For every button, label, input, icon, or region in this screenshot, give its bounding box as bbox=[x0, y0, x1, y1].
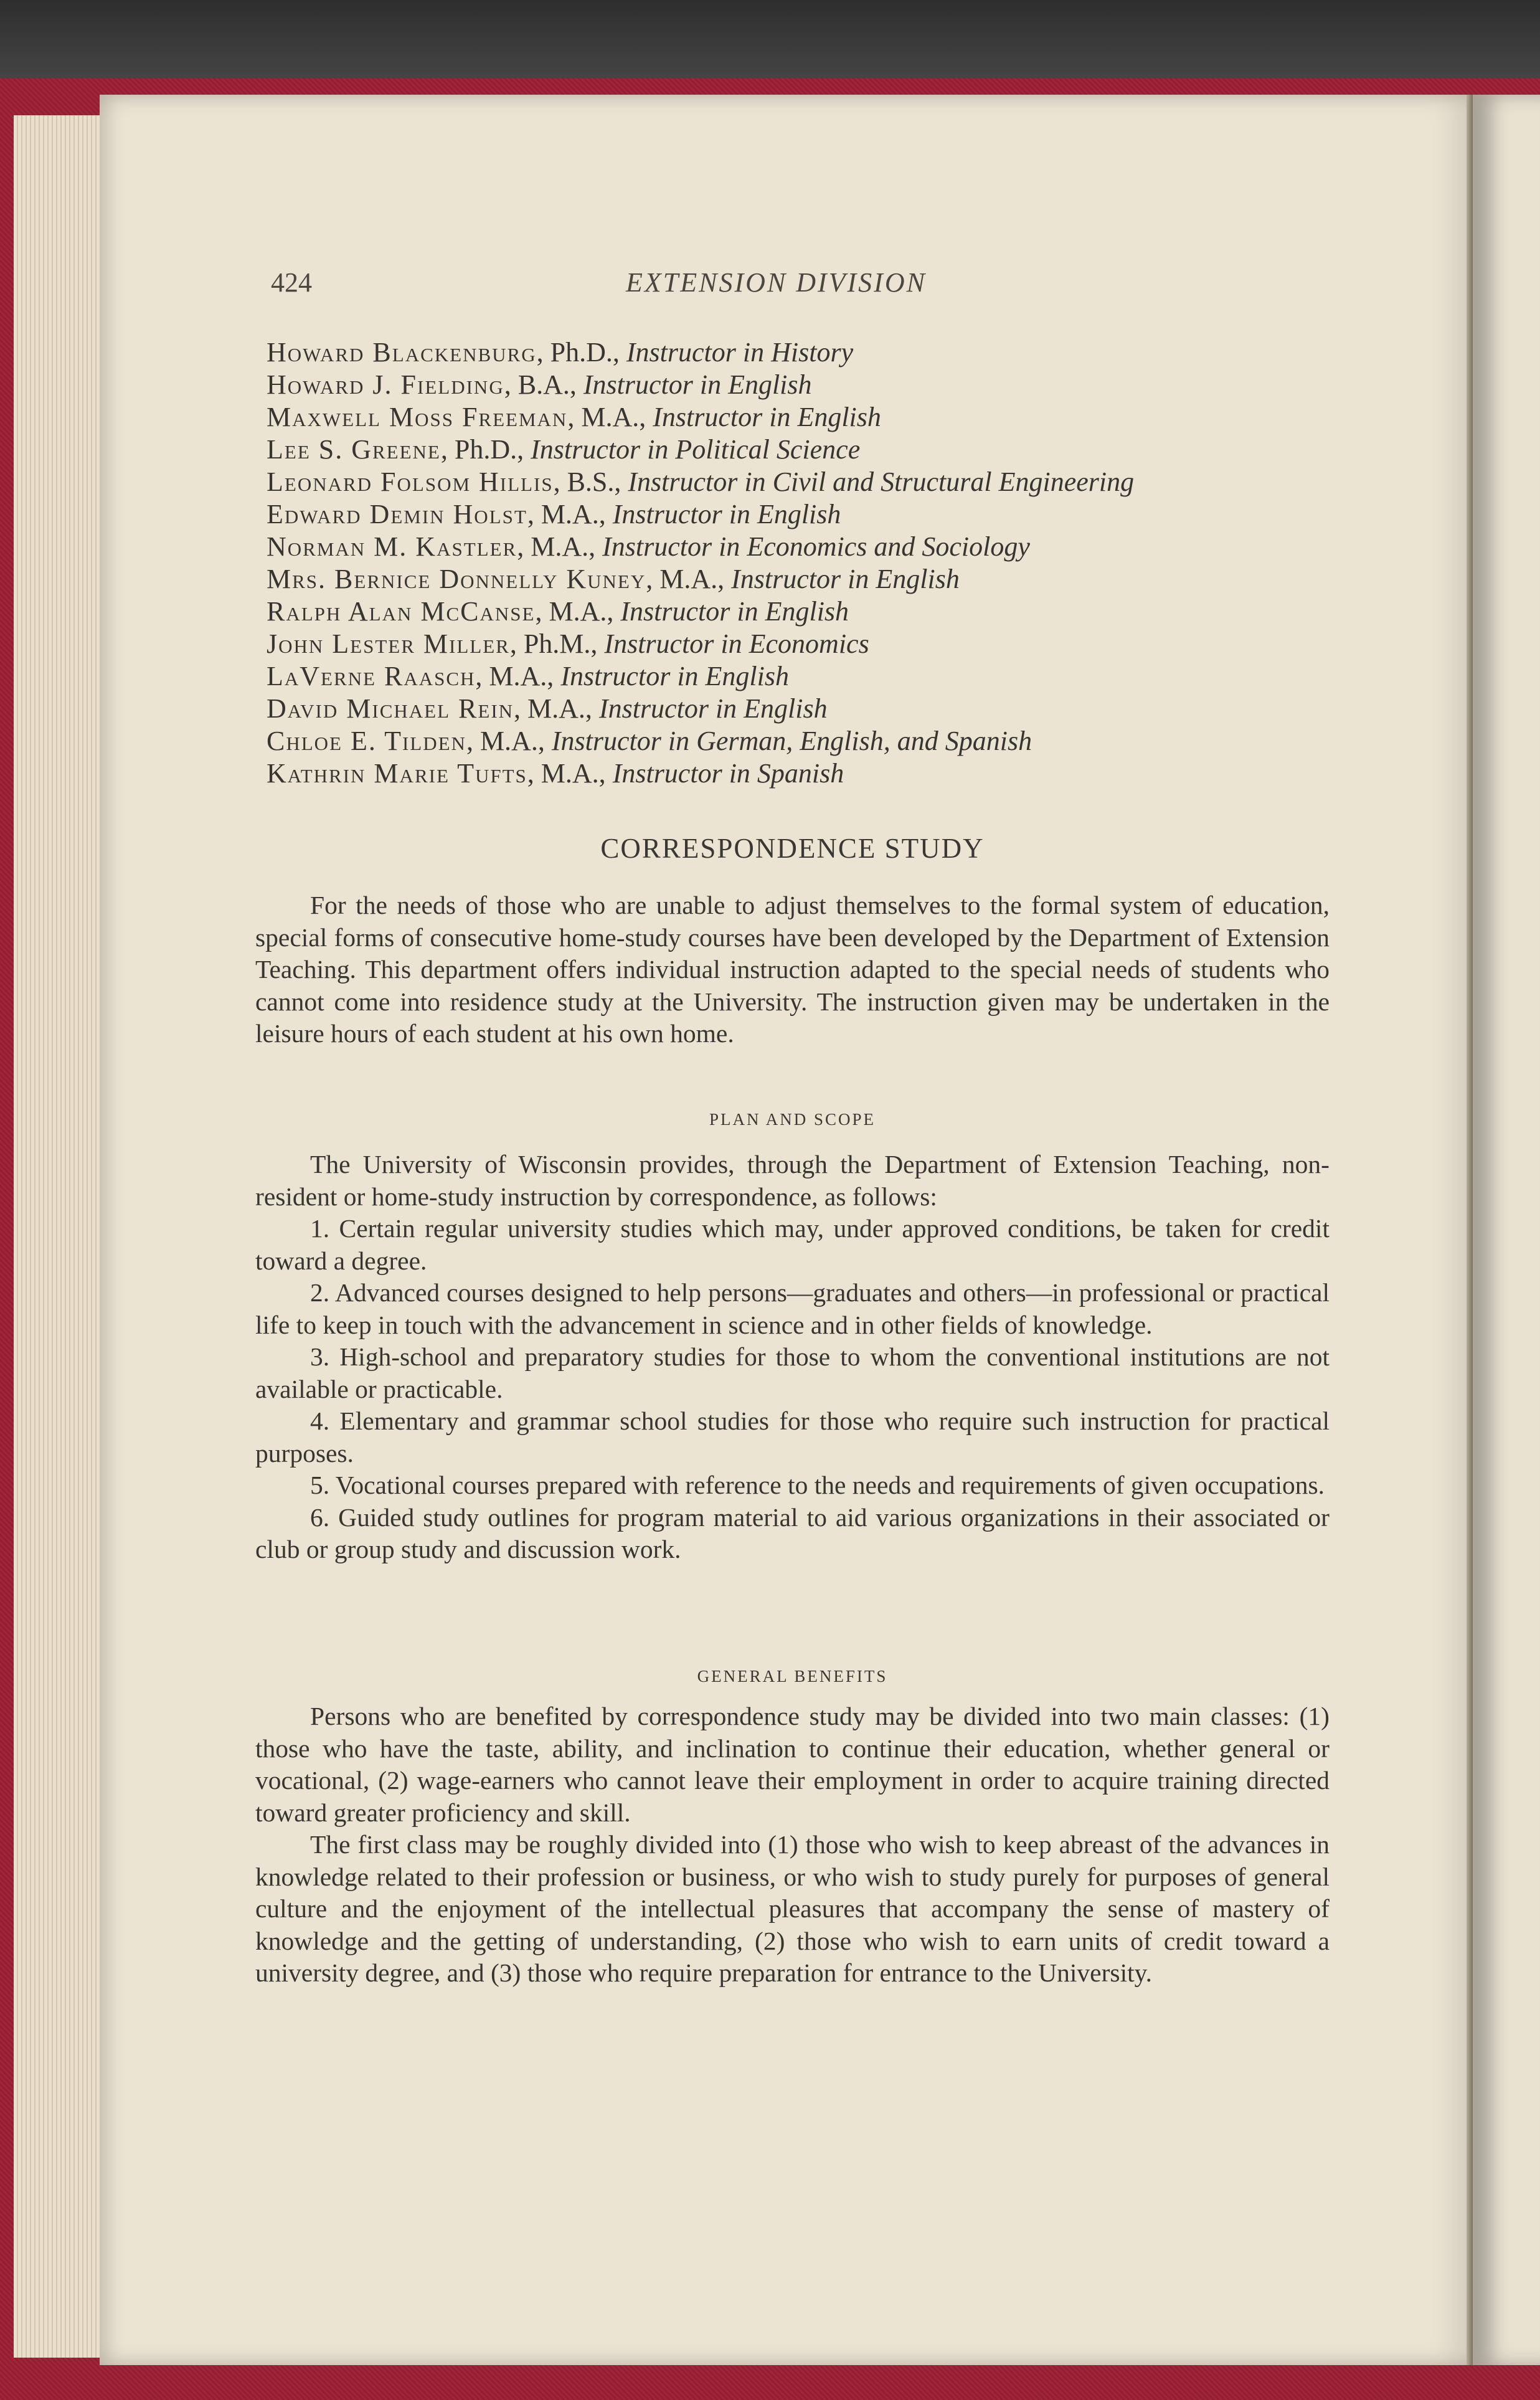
subheading-plan-and-scope: PLAN AND SCOPE bbox=[709, 1110, 876, 1129]
faculty-degree: , M.A., bbox=[466, 726, 552, 756]
list-item: 1. Certain regular university studies which may, under approved conditions, be taken for credit toward a degree. bbox=[255, 1214, 1330, 1275]
faculty-entry bbox=[267, 498, 1350, 531]
general-benefits-section bbox=[255, 1700, 1330, 1990]
faculty-title: Instructor in Economics and Sociology bbox=[602, 531, 1030, 562]
list-item: 2. Advanced courses designed to help persons—graduates and others—in professional or practical life to keep in touch with the advancement in science and in other fields of knowledge. bbox=[255, 1278, 1330, 1339]
faculty-title: Instructor in English bbox=[598, 693, 828, 724]
faculty-title: Instructor in Economics bbox=[604, 628, 869, 659]
faculty-name: LaVerne Raasch bbox=[267, 661, 476, 691]
subheading-general-benefits: GENERAL BENEFITS bbox=[697, 1667, 888, 1686]
faculty-title: Instructor in Spanish bbox=[612, 758, 844, 789]
faculty-title: Instructor in History bbox=[626, 337, 854, 368]
faculty-degree: , M.A., bbox=[514, 693, 599, 724]
plan-and-scope-section bbox=[255, 1149, 1330, 1566]
faculty-title: Instructor in English bbox=[583, 369, 812, 400]
section-heading-correspondence: CORRESPONDENCE STUDY bbox=[600, 833, 985, 864]
scan-backdrop bbox=[0, 0, 1540, 87]
faculty-title: Instructor in Political Science bbox=[531, 434, 861, 465]
faculty-title: Instructor in German, English, and Spanish bbox=[551, 726, 1032, 756]
faculty-entry bbox=[267, 725, 1350, 757]
paragraph: The University of Wisconsin provides, through the Department of Extension Teaching, non-resident or home-study instruction by correspondence, as follows: bbox=[255, 1150, 1330, 1211]
faculty-entry bbox=[267, 369, 1350, 401]
faculty-entry bbox=[267, 336, 1350, 369]
list-item: 5. Vocational courses prepared with reference to the needs and requirements of given occupations. bbox=[310, 1471, 1325, 1499]
page-number: 424 bbox=[271, 267, 312, 298]
paragraph: Persons who are benefited by correspondence study may be divided into two main classes: (1) those who have the taste, ability, and inclination to continue their education, whether general or vocational, (2) wage-earners who cannot leave their employment in order to acquire training directed toward greater proficiency and skill. bbox=[255, 1702, 1330, 1827]
page-edges bbox=[14, 115, 107, 2358]
faculty-entry bbox=[267, 466, 1350, 498]
faculty-entry bbox=[267, 757, 1350, 790]
paragraph: For the needs of those who are unable to adjust themselves to the formal system of education, special forms of consecutive home-study courses have been developed by the Department of Extension Teaching. This department offers individual instruction adapted to the special needs of students who cannot come into residence study at the University. The instruction given may be undertaken in the leisure hours of each student at his own home. bbox=[255, 891, 1330, 1048]
faculty-degree: , Ph.D., bbox=[536, 337, 626, 368]
faculty-degree: , B.S., bbox=[553, 467, 628, 497]
faculty-name: Mrs. Bernice Donnelly Kuney bbox=[267, 564, 646, 594]
faculty-degree: , M.A., bbox=[646, 564, 732, 594]
faculty-degree: , M.A., bbox=[527, 758, 613, 789]
faculty-title: Instructor in English bbox=[731, 564, 960, 594]
faculty-title: Instructor in English bbox=[560, 661, 789, 691]
faculty-degree: , M.A., bbox=[567, 402, 653, 432]
faculty-title: Instructor in English bbox=[620, 596, 849, 627]
faculty-name: Kathrin Marie Tufts bbox=[267, 758, 527, 789]
faculty-degree: , Ph.D., bbox=[440, 434, 531, 465]
faculty-name: Maxwell Moss Freeman bbox=[267, 402, 568, 432]
faculty-title: Instructor in Civil and Structural Engineering bbox=[628, 467, 1135, 497]
faculty-degree: , Ph.M., bbox=[509, 628, 605, 659]
correspondence-intro bbox=[255, 889, 1330, 1050]
faculty-name: Leonard Folsom Hillis bbox=[267, 467, 554, 497]
faculty-degree: , M.A., bbox=[517, 531, 603, 562]
faculty-entry bbox=[267, 531, 1350, 563]
faculty-entry bbox=[267, 434, 1350, 466]
faculty-name: Ralph Alan McCanse bbox=[267, 596, 536, 627]
list-item: 6. Guided study outlines for program material to aid various organizations in their associated or club or group study and discussion work. bbox=[255, 1502, 1330, 1563]
faculty-entry bbox=[267, 693, 1350, 725]
faculty-title: Instructor in English bbox=[612, 499, 841, 529]
paragraph: The first class may be roughly divided into (1) those who wish to keep abreast of the advances in knowledge related to their profession or business, or who wish to study purely for purposes of general culture and the enjoyment of the intellectual pleasures that accompany the sense of mastery of knowledge and the getting of understanding, (2) those who wish to earn units of credit toward a university degree, and (3) those who require preparation for entrance to the University. bbox=[255, 1830, 1330, 1987]
facing-page-edge bbox=[1473, 95, 1540, 2365]
running-head: EXTENSION DIVISION bbox=[626, 267, 927, 298]
list-item: 4. Elementary and grammar school studies for those who require such instruction for practical purposes. bbox=[255, 1406, 1330, 1468]
faculty-degree: , M.A., bbox=[475, 661, 561, 691]
faculty-list bbox=[267, 336, 1350, 790]
faculty-degree: , M.A., bbox=[535, 596, 621, 627]
faculty-name: Edward Demin Holst bbox=[267, 499, 527, 529]
page-header bbox=[271, 267, 1330, 304]
faculty-entry bbox=[267, 595, 1350, 628]
faculty-name: David Michael Rein bbox=[267, 693, 514, 724]
faculty-entry bbox=[267, 628, 1350, 660]
faculty-entry bbox=[267, 401, 1350, 434]
faculty-name: Lee S. Greene bbox=[267, 434, 441, 465]
faculty-title: Instructor in English bbox=[653, 402, 881, 432]
faculty-entry bbox=[267, 563, 1350, 595]
faculty-entry bbox=[267, 660, 1350, 693]
faculty-name: John Lester Miller bbox=[267, 628, 510, 659]
faculty-degree: , B.A., bbox=[504, 369, 583, 400]
faculty-name: Chloe E. Tilden bbox=[267, 726, 466, 756]
faculty-degree: , M.A., bbox=[527, 499, 613, 529]
faculty-name: Norman M. Kastler bbox=[267, 531, 517, 562]
list-item: 3. High-school and preparatory studies for those to whom the conventional institutions are not available or practicable. bbox=[255, 1342, 1330, 1403]
faculty-name: Howard Blackenburg bbox=[267, 337, 537, 368]
faculty-name: Howard J. Fielding bbox=[267, 369, 504, 400]
